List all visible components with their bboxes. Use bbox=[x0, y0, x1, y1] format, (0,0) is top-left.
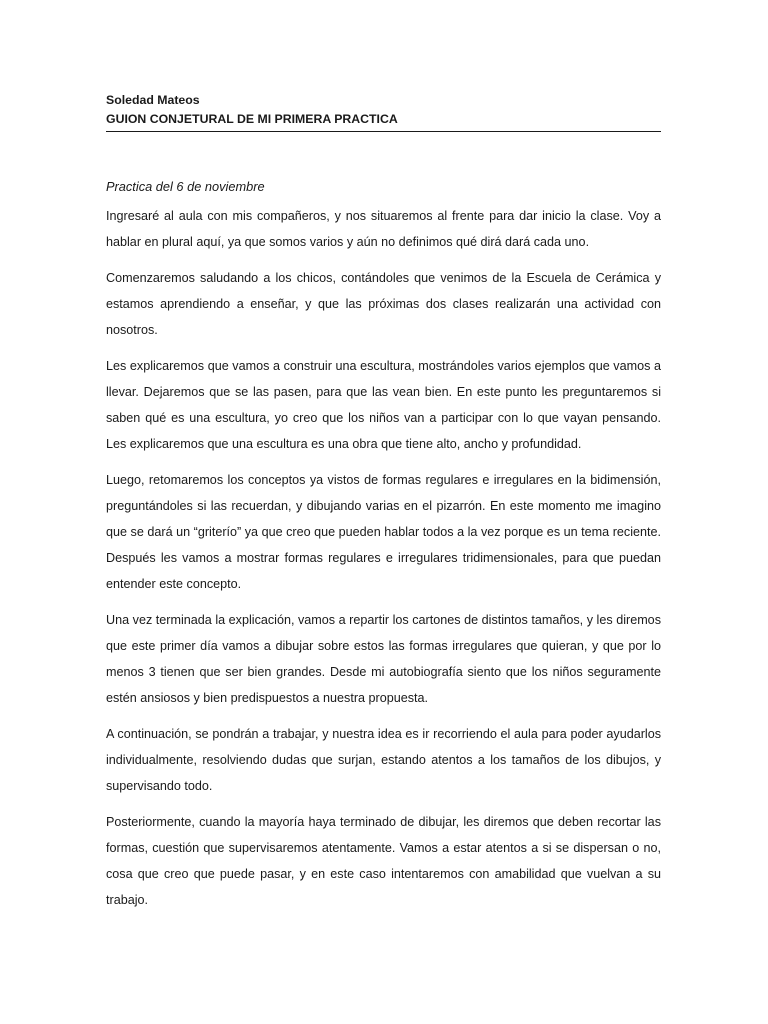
paragraph-3: Les explicaremos que vamos a construir una escultura, mostrándoles varios ejemplos que vamos a llevar. Dejaremos que se las pasen, para que las vean bien. En este punto les preguntaremos si saben qué es una escultura, yo creo que los niños van a participar con lo que vayan pensando. Les explicaremos que una escultura es una obra que tiene alto, ancho y profundidad. bbox=[106, 359, 661, 451]
practice-date-heading: Practica del 6 de noviembre bbox=[106, 179, 265, 194]
paragraph-1: Ingresaré al aula con mis compañeros, y nos situaremos al frente para dar inicio la clase. Voy a hablar en plural aquí, ya que somos varios y aún no definimos qué dirá dará cada uno. bbox=[106, 209, 661, 249]
document-page bbox=[106, 91, 661, 913]
paragraph-5: Una vez terminada la explicación, vamos a repartir los cartones de distintos tamaños, y les diremos que este primer día vamos a dibujar sobre estos las formas irregulares que quieran, y que por lo menos 3 tienen que ser bien grandes. Desde mi autobiografía siento que los niños seguramente estén ansiosos y bien predispuestos a nuestra propuesta. bbox=[106, 613, 661, 705]
document-title: GUION CONJETURAL DE MI PRIMERA PRACTICA bbox=[106, 112, 398, 126]
author-name: Soledad Mateos bbox=[106, 93, 200, 107]
paragraph-4: Luego, retomaremos los conceptos ya vistos de formas regulares e irregulares en la bidimensión, preguntándoles si las recuerdan, y dibujando varias en el pizarrón. En este momento me imagino que se dará un “griterío” ya que creo que pueden hablar todos a la vez porque es un tema reciente. Después les vamos a mostrar formas regulares e irregulares tridimensionales, para que puedan entender este concepto. bbox=[106, 473, 661, 591]
paragraph-6: A continuación, se pondrán a trabajar, y nuestra idea es ir recorriendo el aula para poder ayudarlos individualmente, resolviendo dudas que surjan, estando atentos a los tamaños de los dibujos, y supervisando todo. bbox=[106, 727, 661, 793]
paragraph-7: Posteriormente, cuando la mayoría haya terminado de dibujar, les diremos que deben recortar las formas, cuestión que supervisaremos atentamente. Vamos a estar atentos a si se dispersan o no, cosa que creo que puede pasar, y en este caso intentaremos con amabilidad que vuelvan a su trabajo. bbox=[106, 815, 661, 907]
document-header bbox=[106, 91, 661, 132]
paragraph-2: Comenzaremos saludando a los chicos, contándoles que venimos de la Escuela de Cerámica y estamos aprendiendo a enseñar, y que las próximas dos clases realizarán una actividad con nosotros. bbox=[106, 271, 661, 337]
